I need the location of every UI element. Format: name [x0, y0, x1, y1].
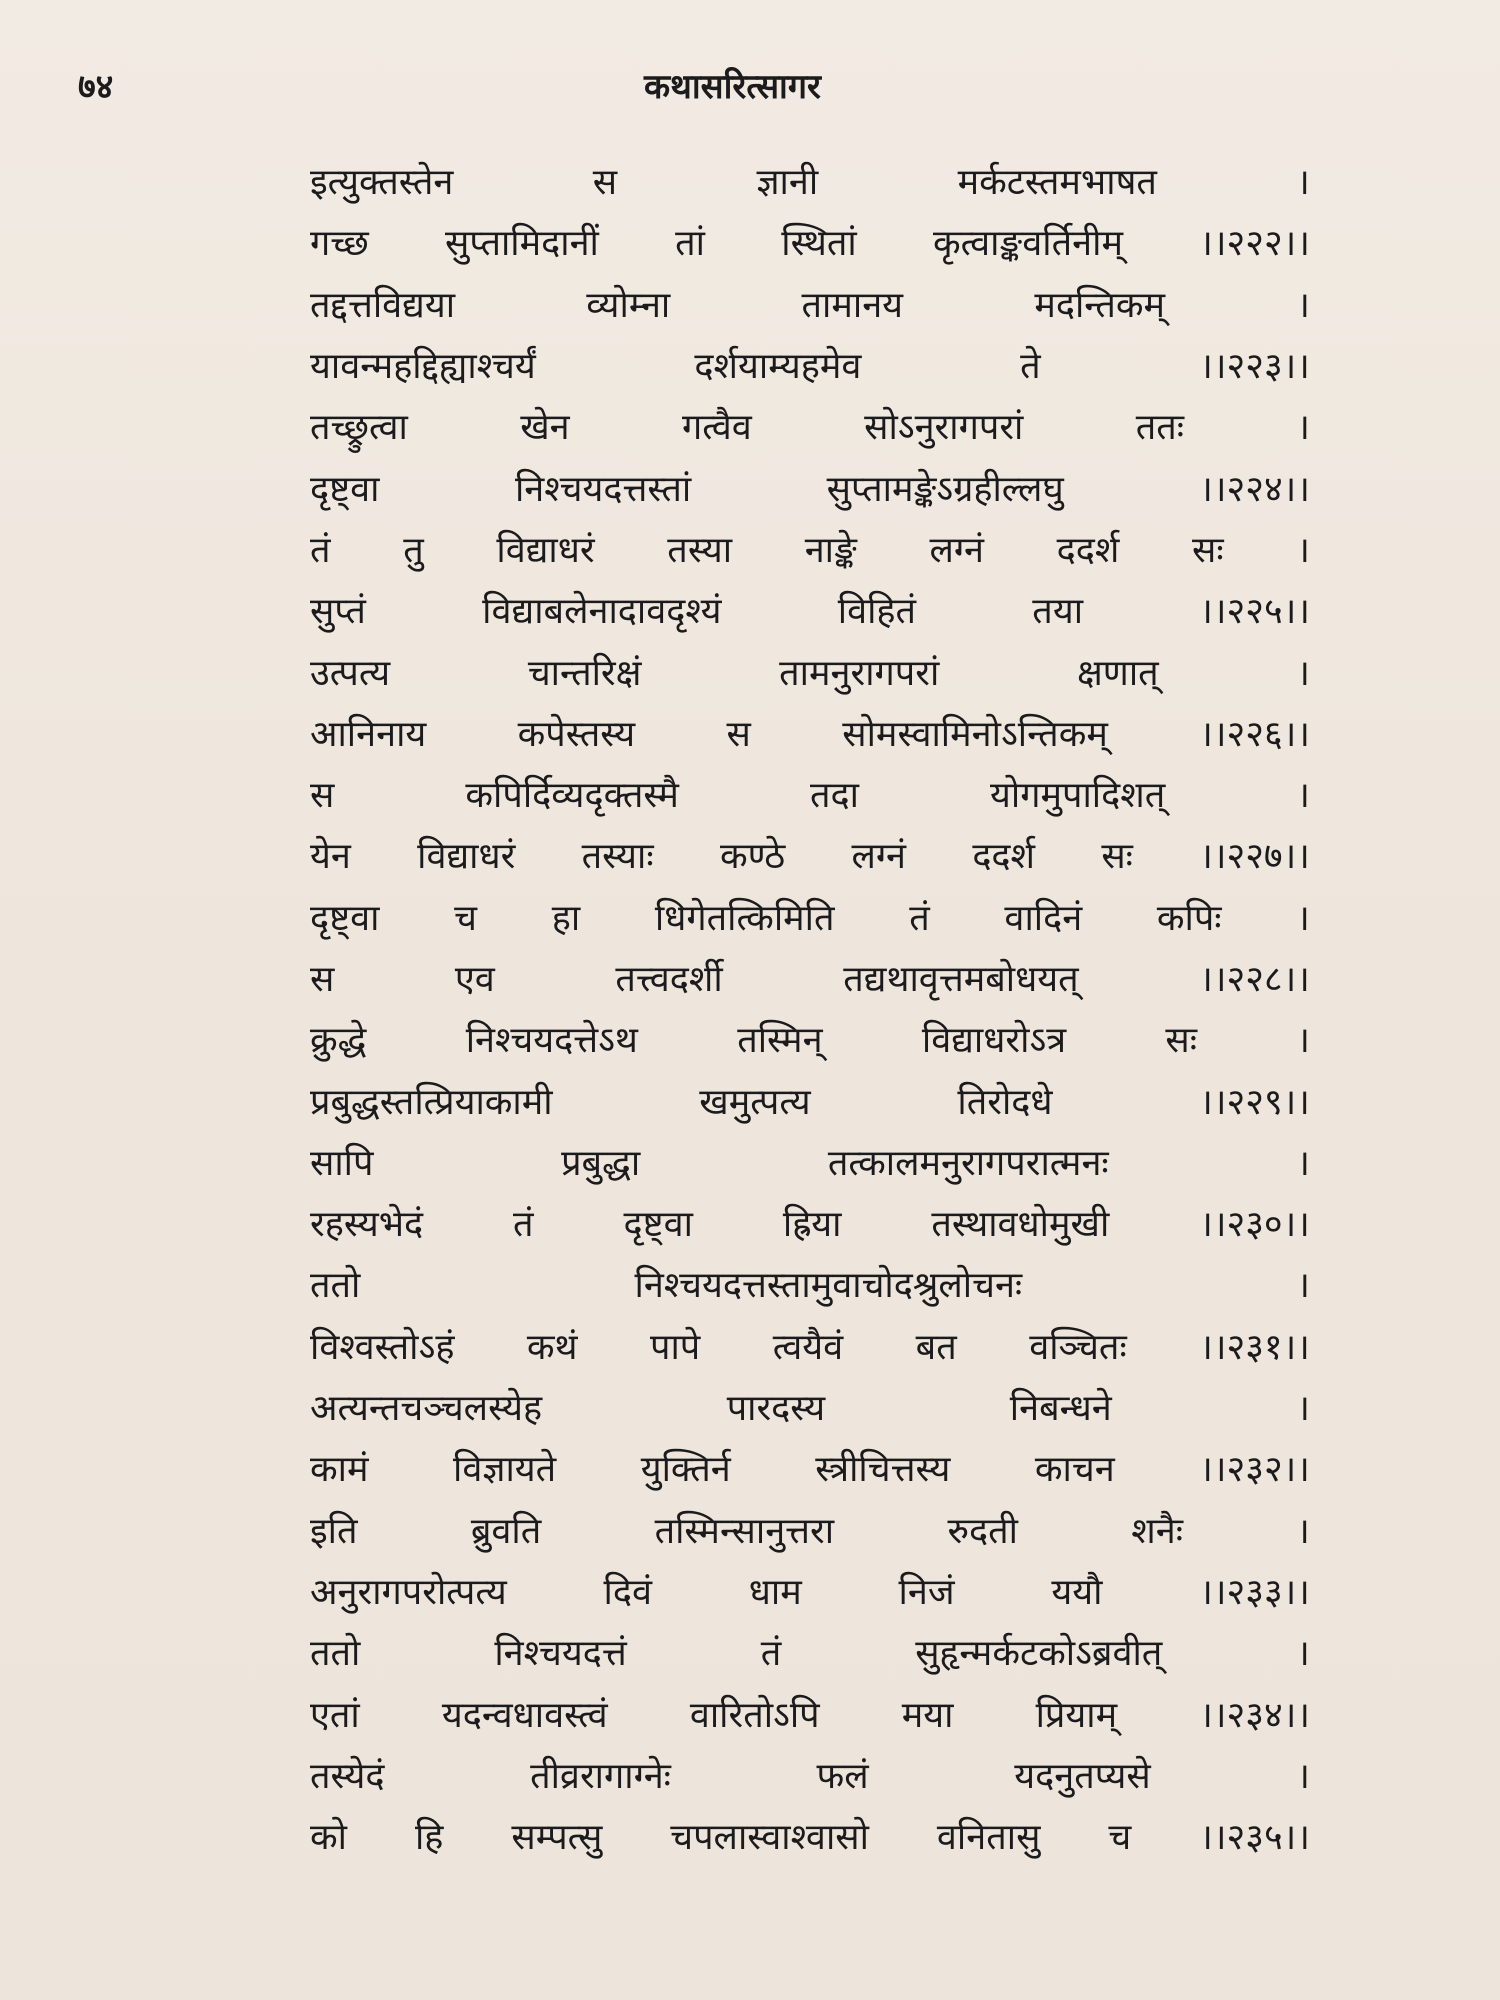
verse-word: ।।२२६।। — [1199, 713, 1310, 755]
verse-line — [310, 640, 1310, 701]
verse-line — [310, 1621, 1310, 1682]
verse-word: यदनुतप्यसे — [1014, 1755, 1151, 1797]
verse-word: धाम — [748, 1571, 802, 1613]
verse-word: कपिः — [1156, 897, 1222, 939]
verse-word: व्योम्ना — [586, 284, 671, 326]
verse-line — [310, 1376, 1310, 1437]
verse-word: मदन्तिकम् — [1034, 284, 1166, 326]
verse-line — [310, 886, 1310, 947]
verse-word: ।।२२३।। — [1199, 346, 1310, 388]
verse-word: तं — [909, 897, 930, 939]
verse-line — [310, 1560, 1310, 1621]
verse-line — [310, 1131, 1310, 1192]
verse-word: निजं — [898, 1571, 955, 1613]
verse-line — [310, 1069, 1310, 1130]
verse-word: एतां — [310, 1694, 360, 1736]
verse-word: सः — [1192, 529, 1224, 571]
verse-word: ।।२२५।। — [1199, 591, 1310, 633]
verse-word: नाङ्के — [804, 529, 857, 571]
verse-word: चपलास्वाश्वासो — [670, 1817, 869, 1859]
verse-word: तस्थावधोमुखी — [931, 1204, 1110, 1246]
verse-word: शनैः — [1131, 1510, 1183, 1552]
verse-word: तां — [675, 223, 705, 265]
verse-word: हा — [551, 897, 581, 939]
verse-word: यदन्वधावस्त्वं — [441, 1694, 608, 1736]
verse-word: ततो — [310, 1265, 361, 1307]
verse-word: ददर्श — [972, 836, 1036, 878]
verse-word: उत्पत्य — [310, 652, 391, 694]
verse-word: । — [1296, 1388, 1310, 1430]
verse-line — [310, 456, 1310, 517]
verse-word: । — [1296, 897, 1310, 939]
verse-word: तत्कालमनुरागपरात्मनः — [827, 1142, 1109, 1184]
verse-word: त्वयैवं — [772, 1326, 844, 1368]
verse-word: ययौ — [1051, 1571, 1103, 1613]
running-title: कथासरित्सागर — [644, 67, 821, 107]
verse-word: एव — [454, 959, 495, 1000]
verse-word: सः — [1165, 1020, 1198, 1062]
verse-word: सः — [1101, 836, 1133, 878]
verse-line — [310, 824, 1310, 885]
verse-line — [310, 1253, 1310, 1314]
verse-word: सोऽनुरागपरां — [864, 407, 1024, 449]
verse-line — [310, 1192, 1310, 1253]
verse-word: विज्ञायते — [453, 1449, 557, 1491]
verse-word: काचन — [1034, 1449, 1115, 1491]
verse-word: ।।२३०।। — [1199, 1204, 1310, 1246]
verse-word: तु — [403, 529, 424, 571]
verse-word: को — [310, 1817, 347, 1859]
verse-line — [310, 1008, 1310, 1069]
verse-word: ब्रुवति — [470, 1510, 542, 1552]
verse-word: । — [1296, 775, 1310, 817]
verse-word: स — [592, 162, 618, 204]
verse-word: तत्त्वदर्शी — [615, 959, 723, 1000]
verse-word: ।।२३२।। — [1199, 1449, 1310, 1491]
verse-word: स्त्रीचित्तस्य — [815, 1449, 951, 1491]
verse-word: ।।२२२।। — [1199, 223, 1310, 265]
verse-word: । — [1296, 407, 1310, 449]
verse-line — [310, 150, 1310, 211]
verse-word: प्रबुद्धस्तत्प्रियाकामी — [310, 1081, 553, 1123]
verse-word: वारितोऽपि — [689, 1694, 820, 1736]
verse-word: खेन — [520, 407, 570, 449]
verse-word: ते — [1020, 346, 1041, 388]
verse-word: कामं — [310, 1449, 369, 1491]
verse-word: सोमस्वामिनोऽन्तिकम् — [842, 713, 1108, 755]
verse-word: ।।२२८।। — [1199, 959, 1310, 1000]
verse-word: । — [1296, 1265, 1310, 1307]
verse-word: कृत्वाङ्कवर्तिनीम् — [932, 223, 1123, 265]
verse-word: तच्छ्रुत्वा — [310, 407, 408, 449]
verse-line — [310, 947, 1310, 1008]
verse-word: ददर्श — [1056, 529, 1120, 571]
verse-word: सुहृन्मर्कटकोऽब्रवीत् — [915, 1633, 1163, 1675]
verse-word: मर्कटस्तमभाषत — [957, 162, 1157, 204]
verse-word: ।।२२७।। — [1199, 836, 1310, 878]
verse-word: लग्नं — [929, 529, 984, 571]
verse-word: ।।२३४।। — [1199, 1694, 1310, 1736]
verse-line — [310, 211, 1310, 272]
verse-line — [310, 1499, 1310, 1560]
verse-word: स्थितां — [781, 223, 857, 265]
verse-word: ।।२३१।। — [1199, 1326, 1310, 1368]
verse-word: । — [1296, 284, 1310, 326]
verse-word: निश्चयदत्तस्तां — [514, 468, 692, 510]
verse-word: बत — [915, 1326, 957, 1368]
verse-word: कण्ठे — [719, 836, 786, 878]
verse-word: तस्मिन्सानुत्तरा — [654, 1510, 835, 1552]
verse-word: प्रियाम् — [1035, 1694, 1118, 1736]
verse-line — [310, 1315, 1310, 1376]
verse-word: तं — [310, 529, 331, 571]
verse-word: पापे — [650, 1326, 701, 1368]
verse-word: निबन्धने — [1009, 1388, 1112, 1430]
verse-word: च — [1108, 1817, 1132, 1859]
verse-word: तस्येदं — [310, 1755, 385, 1797]
verse-word: तीव्ररागाग्नेः — [530, 1755, 671, 1797]
verse-word: रुदती — [947, 1510, 1018, 1552]
verse-word: । — [1296, 652, 1310, 694]
verse-word: वादिनं — [1004, 897, 1083, 939]
verse-word: युक्तिर्न — [640, 1449, 731, 1491]
page-header — [78, 62, 1338, 112]
verse-word: तिरोदधे — [957, 1081, 1053, 1123]
verse-line — [310, 702, 1310, 763]
verse-word: । — [1296, 162, 1310, 204]
verse-word: दृष्ट्वा — [310, 468, 380, 510]
verse-word: फलं — [816, 1755, 869, 1797]
verse-word: धिगेतत्किमिति — [654, 897, 835, 939]
verse-word: यावन्महद्दिह्याश्चर्यं — [310, 346, 536, 388]
verse-word: मया — [901, 1694, 954, 1736]
verse-word: विद्याधरोऽत्र — [921, 1020, 1067, 1062]
verse-word: ततः — [1135, 407, 1184, 449]
verse-word: पारदस्य — [726, 1388, 826, 1430]
verse-word: तं — [513, 1204, 534, 1246]
verse-line — [310, 273, 1310, 334]
verse-word: हि — [414, 1817, 444, 1859]
verse-line — [310, 579, 1310, 640]
verse-word: इति — [310, 1510, 358, 1552]
verse-line — [310, 1437, 1310, 1498]
verse-word: ।।२३३।। — [1199, 1571, 1310, 1613]
verse-word: लग्नं — [851, 836, 907, 878]
verse-word: ज्ञानी — [756, 162, 819, 204]
verse-word: सुप्तामङ्केऽग्रहील्लघु — [826, 468, 1064, 510]
verse-word: प्रबुद्धा — [561, 1142, 641, 1184]
verse-word: चान्तरिक्षं — [527, 652, 642, 694]
verse-word: तद्दत्तविद्यया — [310, 284, 456, 326]
verse-word: खमुत्पत्य — [699, 1081, 811, 1123]
verse-word: क्रुद्धे — [310, 1020, 367, 1062]
verse-word: विहितं — [837, 591, 917, 633]
verse-word: दृष्ट्वा — [623, 1204, 693, 1246]
verse-word: क्षणात् — [1076, 652, 1159, 694]
verse-word: निश्चयदत्तेऽथ — [465, 1020, 638, 1062]
verse-word: सम्पत्सु — [511, 1817, 603, 1859]
verse-word: । — [1296, 1020, 1310, 1062]
verse-word: ह्रिया — [782, 1204, 842, 1246]
verse-line — [310, 1682, 1310, 1743]
verse-word: स — [726, 713, 751, 755]
verse-word: । — [1296, 1142, 1310, 1184]
verse-word: कथं — [526, 1326, 578, 1368]
verse-word: इत्युक्तस्तेन — [310, 162, 454, 204]
verse-word: तदा — [810, 775, 859, 817]
verse-word: । — [1296, 1755, 1310, 1797]
verse-word: । — [1296, 1633, 1310, 1675]
verse-word: स — [310, 959, 335, 1000]
verse-word: स — [310, 775, 335, 817]
verse-word: रहस्यभेदं — [310, 1204, 424, 1246]
verse-word: गत्वैव — [681, 407, 752, 449]
verse-word: सापि — [310, 1142, 374, 1184]
verse-line — [310, 1744, 1310, 1805]
verse-block — [310, 150, 1310, 1866]
verse-word: तं — [760, 1633, 782, 1675]
verse-word: कपेस्तस्य — [517, 713, 636, 755]
verse-word: विश्वस्तोऽहं — [310, 1326, 455, 1368]
verse-word: सुप्तामिदानीं — [445, 223, 599, 265]
verse-line — [310, 763, 1310, 824]
verse-word: योगमुपादिशत् — [990, 775, 1166, 817]
verse-word: तस्याः — [581, 836, 654, 878]
verse-word: अत्यन्तचञ्चलस्येह — [310, 1388, 543, 1430]
verse-line — [310, 518, 1310, 579]
page-number: ७४ — [78, 67, 114, 107]
verse-word: । — [1296, 1510, 1310, 1552]
verse-line — [310, 334, 1310, 395]
verse-word: ततो — [310, 1633, 361, 1675]
verse-word: अनुरागपरोत्पत्य — [310, 1571, 507, 1613]
verse-word: विद्याधरं — [496, 529, 595, 571]
verse-word: तस्या — [667, 529, 733, 571]
verse-word: कपिर्दिव्यदृक्तस्मै — [465, 775, 679, 817]
verse-word: तामनुरागपरां — [779, 652, 940, 694]
verse-word: आनिनाय — [310, 713, 427, 755]
verse-word: निश्चयदत्तं — [494, 1633, 627, 1675]
verse-word: ।।२३५।। — [1199, 1817, 1310, 1859]
verse-word: वञ्चितः — [1029, 1326, 1127, 1368]
verse-word: विद्याबलेनादावदृश्यं — [482, 591, 722, 633]
verse-word: गच्छ — [310, 223, 369, 265]
verse-word: तस्मिन् — [737, 1020, 823, 1062]
verse-word: च — [454, 897, 478, 939]
verse-word: दिवं — [603, 1571, 652, 1613]
verse-word: ।।२२४।। — [1199, 468, 1310, 510]
verse-line — [310, 395, 1310, 456]
verse-word: दृष्ट्वा — [310, 897, 380, 939]
verse-word: तामानय — [801, 284, 904, 326]
verse-word: सुप्तं — [310, 591, 366, 633]
verse-word: तद्यथावृत्तमबोधयत् — [843, 959, 1079, 1000]
verse-word: वनितासु — [936, 1817, 1041, 1859]
verse-word: येन — [310, 836, 351, 878]
verse-line — [310, 1805, 1310, 1866]
verse-word: दर्शयाम्यहमेव — [694, 346, 862, 388]
verse-word: निश्चयदत्तस्तामुवाचोदश्रुलोचनः — [634, 1265, 1023, 1307]
verse-word: । — [1296, 529, 1310, 571]
verse-word: तया — [1032, 591, 1084, 633]
verse-word: विद्याधरं — [417, 836, 516, 878]
verse-word: ।।२२९।। — [1199, 1081, 1310, 1123]
